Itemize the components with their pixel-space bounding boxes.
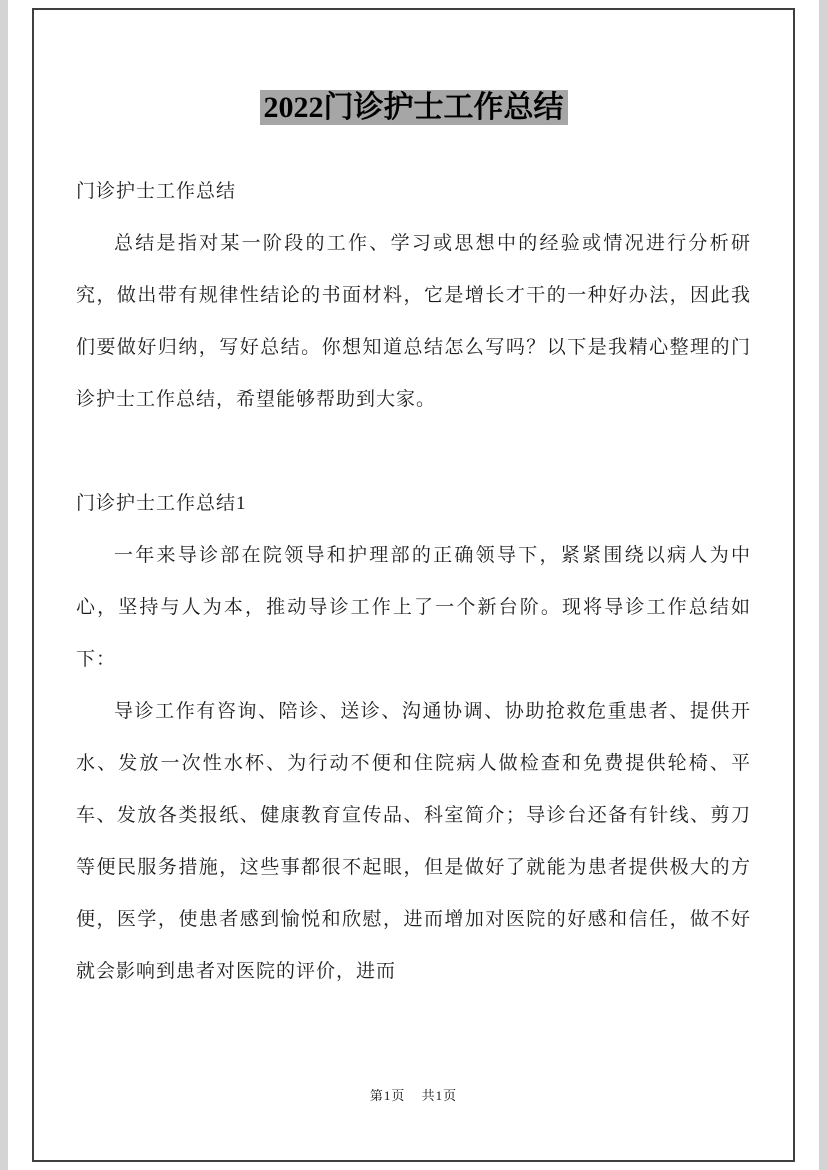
paragraph-section-heading: 门诊护士工作总结1 xyxy=(76,493,247,514)
paragraph-body-1: 一年来导诊部在院领导和护理部的正确领导下，紧紧围绕以病人为中心，坚持与人为本，推动导诊工作上了一个新台阶。现将导诊工作总结如下： xyxy=(76,545,751,670)
document-page xyxy=(8,0,819,1170)
page-footer xyxy=(8,1085,819,1104)
document-content xyxy=(8,0,819,998)
footer-total-pages: 共1页 xyxy=(421,1088,458,1103)
document-title xyxy=(76,88,751,128)
footer-current-page: 第1页 xyxy=(369,1088,406,1103)
paragraph-body-2: 导诊工作有咨询、陪诊、送诊、沟通协调、协助抢救危重患者、提供开水、发放一次性水杯、为行动不便和住院病人做检查和免费提供轮椅、平车、发放各类报纸、健康教育宣传品、科室简介；导诊台还备有针线、剪刀等便民服务措施，这些事都很不起眼，但是做好了就能为患者提供极大的方便，医学，使患者感到愉悦和欣慰，进而增加对医院的好感和信任，做不好就会影响到患者对医院的评价，进而 xyxy=(76,701,751,982)
paragraph-subtitle: 门诊护士工作总结 xyxy=(76,181,237,202)
document-title-text: 2022门诊护士工作总结 xyxy=(263,91,564,124)
paragraph-intro: 总结是指对某一阶段的工作、学习或思想中的经验或情况进行分析研究，做出带有规律性结论的书面材料，它是增长才干的一种好办法，因此我们要做好归纳，写好总结。你想知道总结怎么写吗？以下是我精心整理的门诊护士工作总结，希望能够帮助到大家。 xyxy=(76,233,751,410)
document-title-highlight xyxy=(260,90,568,125)
